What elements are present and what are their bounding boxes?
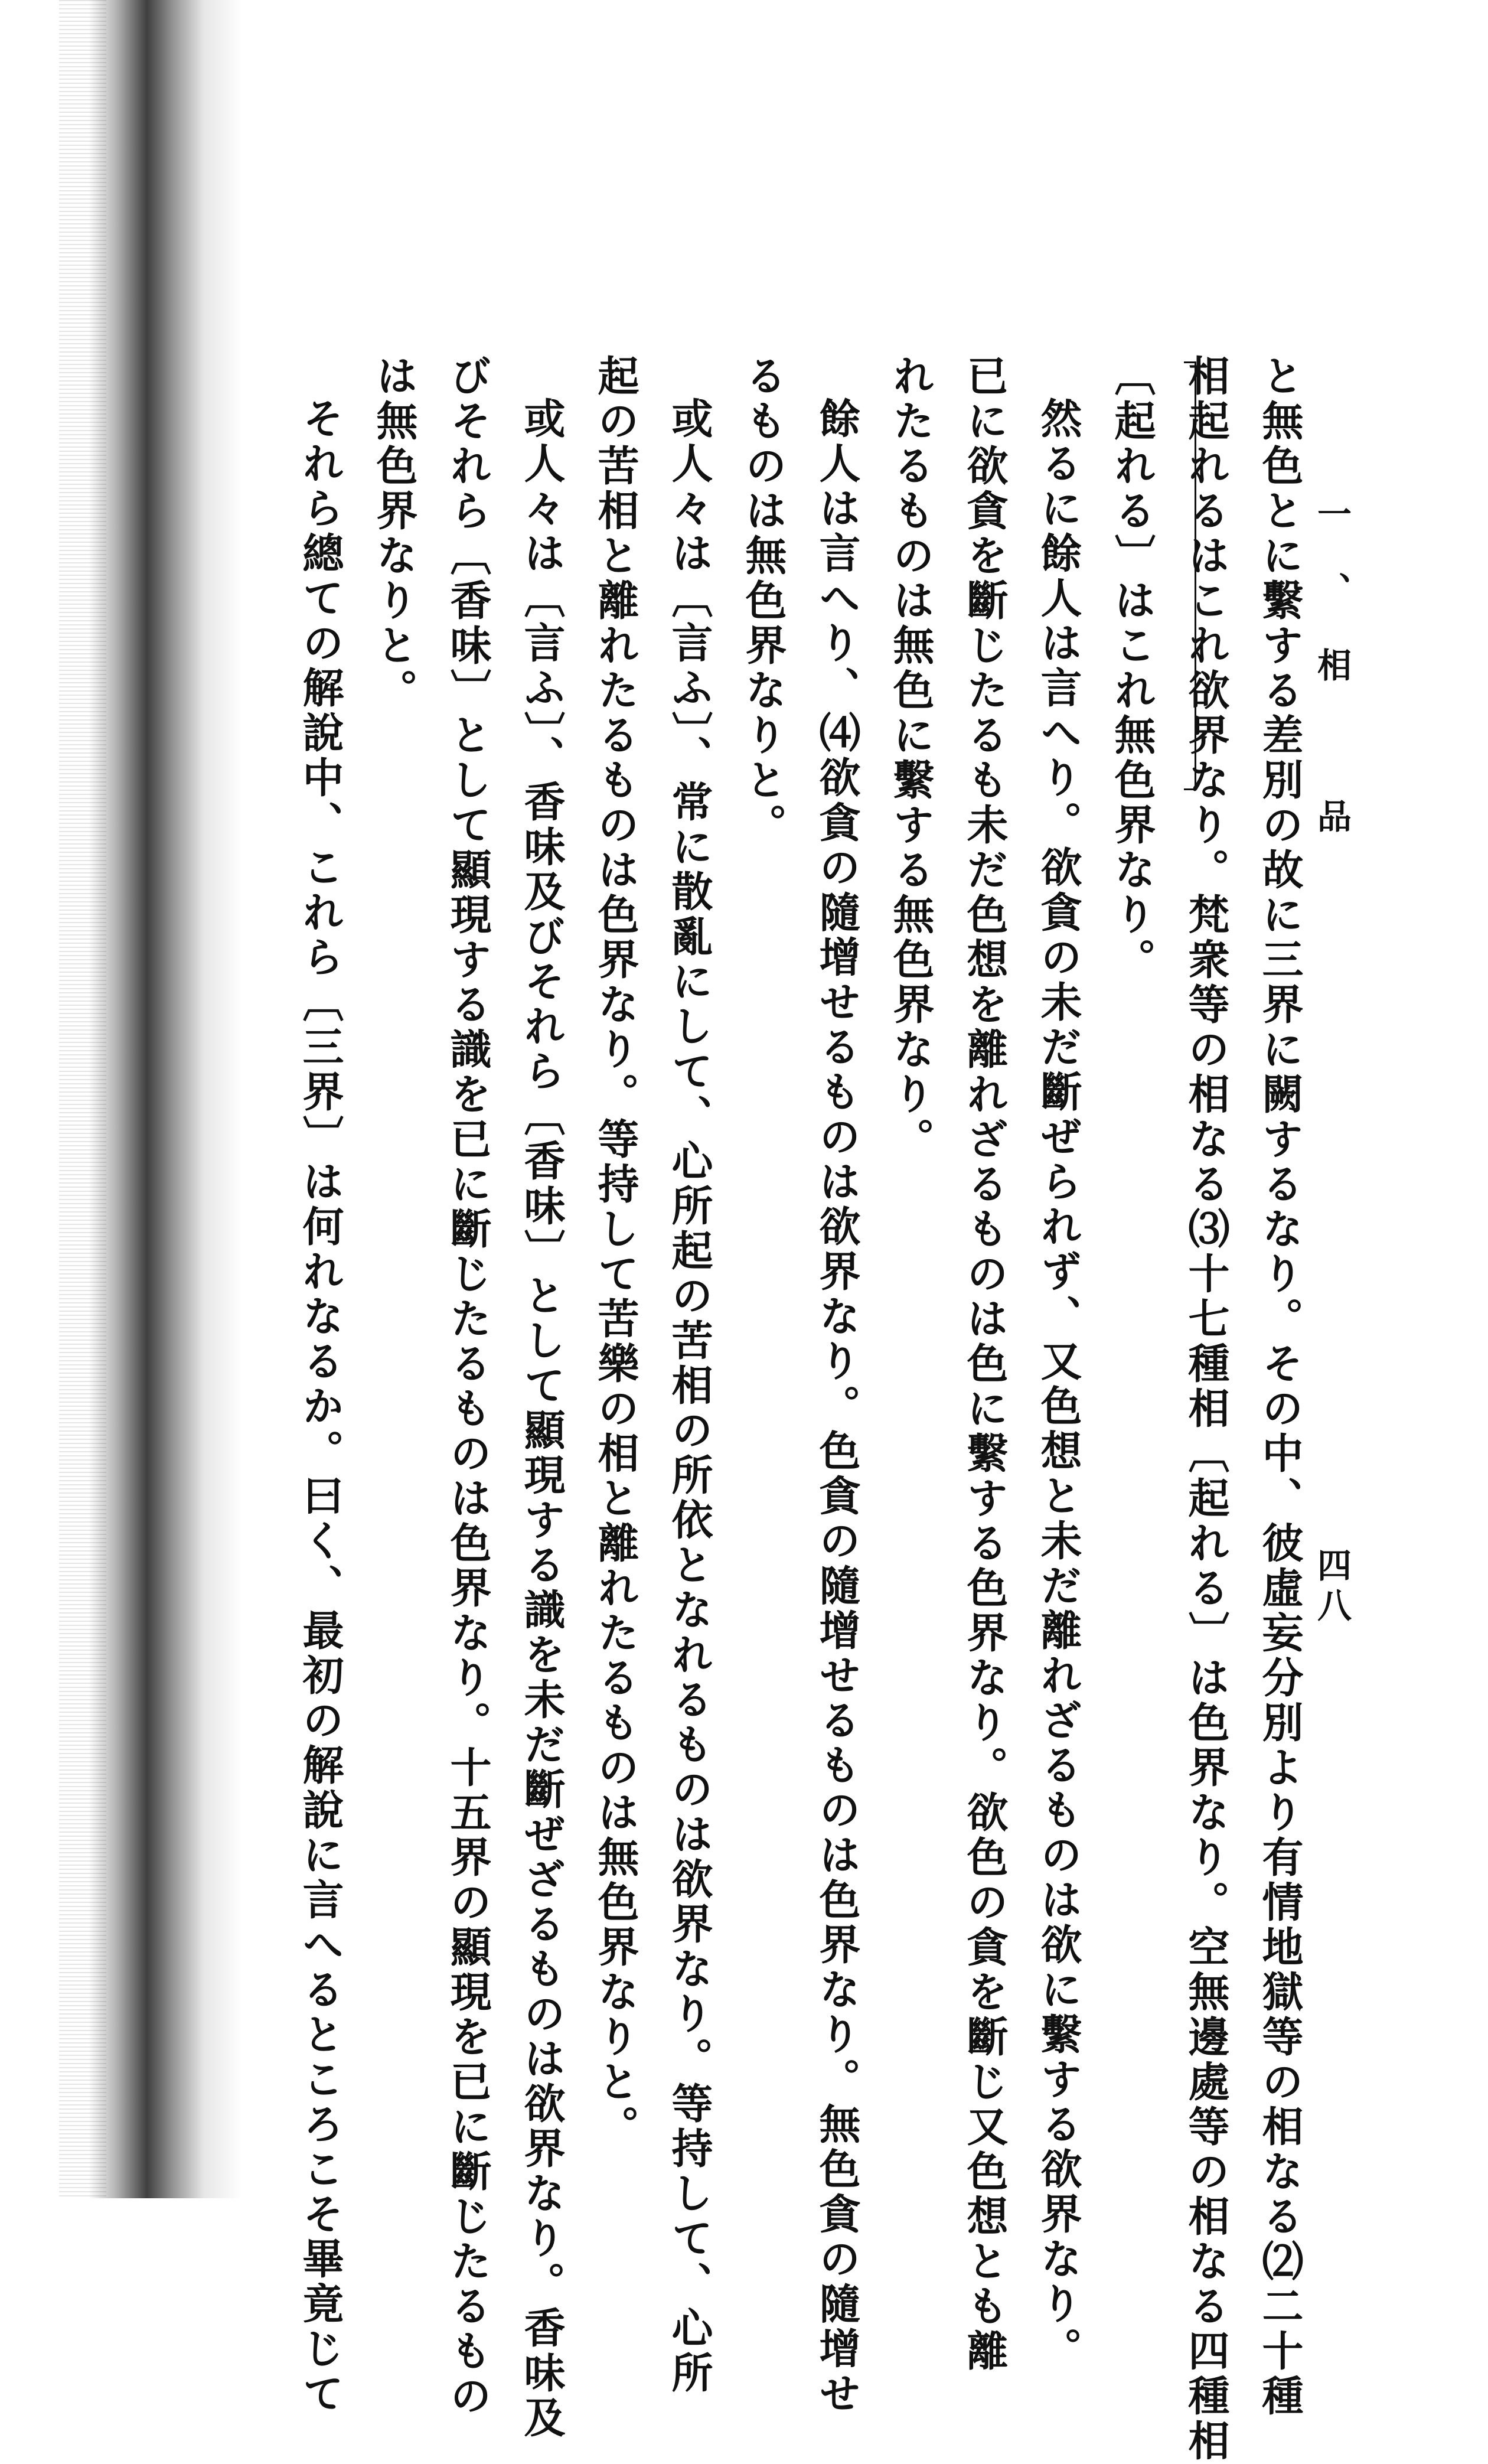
text-line: 起の苦相と離れたるものは色界なり。等持して苦樂の相と離れたるものは無色界なりと。 <box>591 354 640 2150</box>
text-line: 餘人は言へり、⑷欲貪の隨增せるものは欲界なり。色貪の隨增せるものは色界なり。無色貪の隨增せ <box>812 397 862 2417</box>
running-head: 一、相 品 <box>1311 496 1352 874</box>
text-line: 然るに餘人は言へり。欲貪の未だ斷ぜられず、又色想と未だ離れざるものは欲に繫する欲界なり。 <box>1034 397 1083 2372</box>
text-line: 或人々は〔言ふ〕、香味及びそれら〔香味〕として顯現する識を未だ斷ぜざるものは欲界なり。香味及 <box>517 397 566 2441</box>
text-line: と無色とに繫する差別の故に三界に闕するなり。その中、彼虛妄分別より有情地獄等の相なる⑵二十種 <box>1255 354 1304 2419</box>
text-line: それら總ての解說中、これら〔三界〕は何れなるか。曰く、最初の解說に言へるところこそ畢竟じて <box>296 397 345 2417</box>
text-line: 已に欲貪を斷じたるも未だ色想を離れざるものは色に繫する色界なり。欲色の貪を斷じ又色想とも離 <box>960 354 1009 2374</box>
page-number: 四八 <box>1311 1547 1352 1628</box>
text-line: るものは無色界なりと。 <box>739 354 788 848</box>
scan-noise <box>59 0 106 2198</box>
text-line: 〔起れる〕はこれ無色界なり。 <box>1108 354 1157 983</box>
text-line: れたるものは無色に繫する無色界なり。 <box>886 354 935 1162</box>
binding-shadow <box>89 0 242 2198</box>
text-line: 或人々は〔言ふ〕、常に散亂にして、心所起の苦相の所依となれるものは欲界なり。等持して、心所 <box>665 397 714 2396</box>
text-line: 相起れるはこれ欲界なり。梵衆等の相なる⑶十七種相〔起れる〕は色界なり。空無邊處等の相なる四種相 <box>1182 354 1231 2464</box>
text-line: は無色界なりと。 <box>370 354 419 713</box>
text-line: びそれら〔香味〕として顯現する識を已に斷じたるものは色界なり。十五界の顯現を已に斷じたるもの <box>443 354 492 2419</box>
body-text <box>296 354 1317 2464</box>
